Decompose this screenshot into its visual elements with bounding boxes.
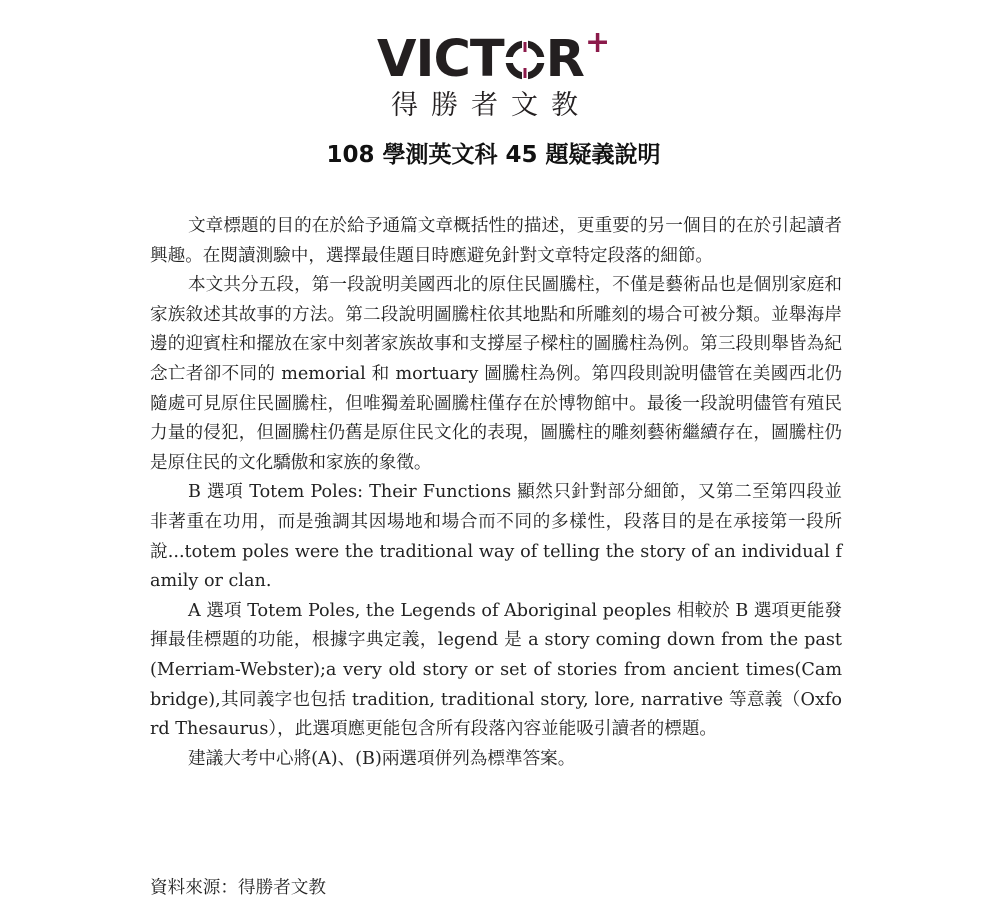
document-title: 108 學測英文科 45 題疑義說明 (326, 142, 661, 168)
logo-target-icon (505, 38, 545, 82)
paragraph-option-a: A 選項 Totem Poles, the Legends of Aboriginal peoples 相較於 B 選項更能發揮最佳標題的功能，根據字典定義，legend 是 a story coming down from the past(Merriam-Webster);a very old story or set of stories from ancient times(Cambridge),其同義字也包括 tradition, traditional story, lore, narrative 等意義（Oxford Thesaurus），此選項應更能包含所有段落內容並能吸引讀者的標題。 (150, 600, 842, 740)
paragraph-intro: 文章標題的目的在於給予通篇文章概括性的描述，更重要的另一個目的在於引起讀者興趣。在閱讀測驗中，選擇最佳題目時應避免針對文章特定段落的細節。 (150, 216, 842, 266)
logo-plus-icon: + (584, 25, 610, 60)
logo-wordmark-right: R (545, 30, 584, 89)
logo-wordmark-left: VICT (377, 30, 504, 89)
paragraph-summary: 本文共分五段，第一段說明美國西北的原住民圖騰柱，不僅是藝術品也是個別家庭和家族敘述其故事的方法。第二段說明圖騰柱依其地點和所雕刻的場合可被分類。並舉海岸邊的迎賓柱和擺放在家中刻著家族故事和支撐屋子樑柱的圖騰柱為例。第三段則舉皆為紀念亡者卻不同的 memorial 和 mortuary 圖騰柱為例。第四段則說明儘管在美國西北仍隨處可見原住民圖騰柱，但唯獨羞恥圖騰柱僅存在於博物館中。最後一段說明儘管有殖民力量的侵犯，但圖騰柱仍舊是原住民文化的表現，圖騰柱的雕刻藝術繼續存在，圖騰柱仍是原住民的文化驕傲和家族的象徵。 (150, 275, 842, 473)
document-body (150, 212, 842, 774)
logo-subtitle: 得勝者文教 (391, 90, 591, 121)
logo-wordmark (377, 25, 610, 89)
paragraph-recommendation: 建議大考中心將(A)、(B)兩選項併列為標準答案。 (188, 748, 576, 769)
victor-logo (377, 25, 617, 124)
paragraph-option-b: B 選項 Totem Poles: Their Functions 顯然只針對部分細節，又第二至第四段並非著重在功用，而是強調其因場地和場合而不同的多樣性，段落目的是在承接第一段所說...totem poles were the traditional way of telling the story of an individual family or clan. (150, 482, 842, 592)
source-credit: 資料來源：得勝者文教 (150, 878, 326, 898)
